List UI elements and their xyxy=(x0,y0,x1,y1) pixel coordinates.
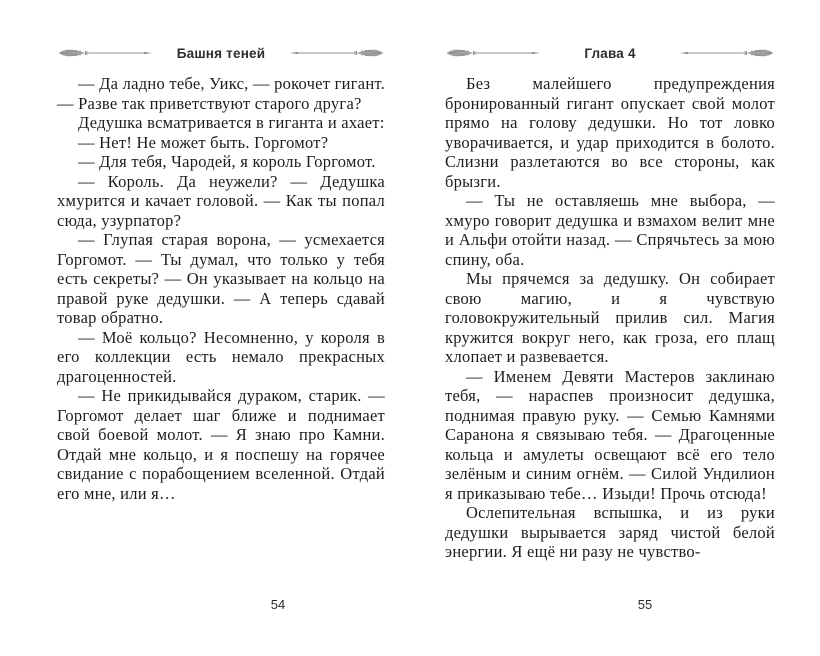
feathered-arrow-icon xyxy=(679,48,775,58)
running-header-left xyxy=(57,0,385,60)
paragraph: Ослепительная вспышка, и из руки дедушки вырывается заряд чистой белой энергии. Я ещё ни разу не чувство- xyxy=(445,503,775,561)
paragraph: Мы прячемся за дедушку. Он собирает свою магию, и я чувствую головокружительный прилив сил. Магия кружится вокруг него, как гроза, его плащ хлопает и развевается. xyxy=(445,269,775,366)
running-header-title: Башня теней xyxy=(176,45,266,61)
paragraph: — Ты не оставляешь мне выбора, — хмуро говорит дедушка и взмахом велит мне и Альфи отойти назад. — Спрячьтесь за мою спину, оба. xyxy=(445,191,775,269)
running-header-right xyxy=(445,0,775,60)
feathered-arrow-icon xyxy=(289,48,385,58)
paragraph: Без малейшего предупреждения бронированный гигант опускает свой молот прямо на голову дедушки. Но тот ловко уворачивается, и удар приходится в болото. Слизни разлетаются во все стороны, как брызги. xyxy=(445,74,775,191)
page-right xyxy=(410,0,820,656)
paragraph: — Да ладно тебе, Уикс, — рокочет гигант. — Разве так приветствуют старого друга? xyxy=(57,74,385,113)
page-number-right: 55 xyxy=(637,597,653,612)
paragraph: — Нет! Не может быть. Горгомот? xyxy=(78,132,329,152)
running-header-title: Глава 4 xyxy=(584,45,636,61)
page-number-left: 54 xyxy=(270,597,286,612)
feathered-arrow-icon xyxy=(57,48,153,58)
paragraph: Дедушка всматривается в гиганта и ахает: xyxy=(78,113,385,132)
paragraph: — Не прикидывайся дураком, старик. — Горгомот делает шаг ближе и поднимает свой боевой молот. — Я знаю про Камни. Отдай мне кольцо, и я поспешу на горячее свидание с порабощением вселенной. Отдай его мне, или я… xyxy=(57,386,385,503)
paragraph: — Король. Да неужели? — Дедушка хмурится и качает головой. — Как ты попал сюда, узурпатор? xyxy=(57,171,385,230)
feathered-arrow-icon xyxy=(445,48,541,58)
paragraph: — Для тебя, Чародей, я король Горгомот. xyxy=(78,152,376,171)
paragraph: — Именем Девяти Мастеров заклинаю тебя, — нараспев произносит дедушка, поднимая правую руку. — Семью Камнями Саранона я связываю тебя. — Драгоценные кольца и амулеты освещают всё его тело зелёным и синим огнём. — Силой Ундилион я приказываю тебе… Изыди! Прочь отсюда! xyxy=(445,366,775,503)
paragraph: — Глупая старая ворона, — усмехается Горгомот. — Ты думал, что только у тебя есть секреты? — Он указывает на кольцо на правой руке дедушки. — А теперь сдавай товар обратно. xyxy=(57,230,385,327)
paragraph: — Моё кольцо? Несомненно, у короля в его коллекции есть немало прекрасных драгоценностей. xyxy=(57,327,385,386)
page-text-left xyxy=(57,74,385,503)
page-text-right xyxy=(445,74,775,562)
